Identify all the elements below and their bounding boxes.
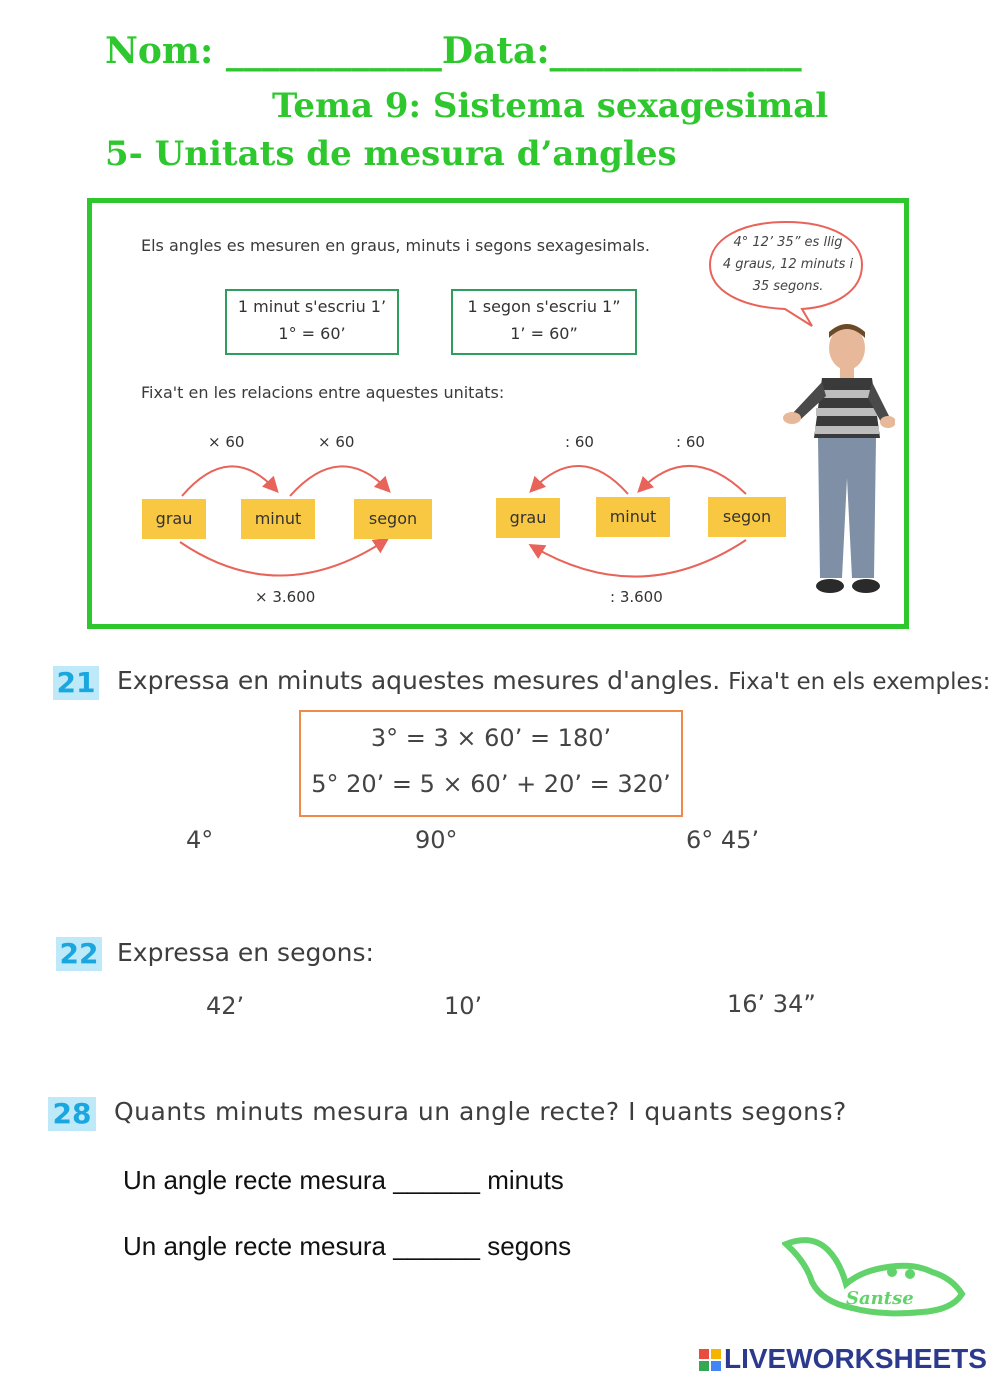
minute-rule-line1: 1 minut s'escriu 1’ bbox=[237, 297, 387, 316]
header-row bbox=[105, 30, 802, 72]
student-figure-icon bbox=[780, 318, 895, 608]
santse-logo-icon bbox=[782, 1232, 966, 1318]
theory-intro: Els angles es mesuren en graus, minuts i segons sexagesimals. bbox=[141, 236, 650, 255]
ex22-item-1: 42’ bbox=[206, 992, 245, 1020]
ex22-item-3: 16’ 34” bbox=[727, 990, 816, 1018]
bubble-line3: 35 segons. bbox=[752, 279, 824, 294]
exercise-28-number: 28 bbox=[48, 1097, 96, 1131]
subtopic-title: 5- Unitats de mesura d’angles bbox=[105, 134, 677, 174]
topic-title: Tema 9: Sistema sexagesimal bbox=[272, 86, 829, 126]
ex21-item-1: 4° bbox=[186, 826, 214, 854]
bubble-text bbox=[717, 232, 859, 298]
exercise-21-number: 21 bbox=[53, 666, 99, 700]
exercise-21-prompt-main: Expressa en minuts aquestes mesures d'angles. bbox=[117, 666, 721, 695]
minute-rule-line2: 1° = 60’ bbox=[278, 324, 346, 343]
liveworksheets-badge-icon bbox=[699, 1349, 721, 1371]
right-bottom-label: : 3.600 bbox=[610, 588, 663, 606]
second-rule-line1: 1 segon s'escriu 1” bbox=[467, 297, 621, 316]
left-chip-grau: grau bbox=[142, 499, 206, 539]
example-line-2: 5° 20’ = 5 × 60’ + 20’ = 320’ bbox=[311, 770, 671, 798]
second-rule-line2: 1’ = 60” bbox=[510, 324, 578, 343]
right-chip-minut: minut bbox=[596, 497, 670, 537]
left-top-label-2: × 60 bbox=[318, 433, 355, 451]
left-top-label-1: × 60 bbox=[208, 433, 245, 451]
minute-rule-box bbox=[225, 289, 399, 355]
left-chip-segon: segon bbox=[354, 499, 432, 539]
example-line-1: 3° = 3 × 60’ = 180’ bbox=[370, 724, 612, 752]
relations-intro: Fixa't en les relacions entre aquestes unitats: bbox=[141, 383, 505, 402]
ex22-item-2: 10’ bbox=[444, 992, 483, 1020]
left-chip-minut: minut bbox=[241, 499, 315, 539]
exercise-22-prompt: Expressa en segons: bbox=[117, 938, 374, 967]
right-top-label-1: : 60 bbox=[565, 433, 594, 451]
liveworksheets-logo[interactable]: LIVEWORKSHEETS bbox=[724, 1343, 987, 1374]
signature-text: Santse bbox=[846, 1288, 914, 1309]
bubble-line1: 4° 12’ 35” es llig bbox=[733, 235, 843, 250]
exercise-21-prompt-suffix: Fixa't en els exemples: bbox=[728, 669, 991, 695]
ex21-item-2: 90° bbox=[415, 826, 458, 854]
answer-seconds-line[interactable]: Un angle recte mesura ______ segons bbox=[123, 1231, 572, 1261]
exercise-22-number: 22 bbox=[56, 937, 102, 971]
second-rule-box bbox=[451, 289, 637, 355]
example-box bbox=[299, 710, 683, 817]
date-label: Data:______________ bbox=[441, 30, 802, 72]
answer-minutes-line[interactable]: Un angle recte mesura ______ minuts bbox=[123, 1165, 564, 1195]
ex21-item-3: 6° 45’ bbox=[686, 826, 760, 854]
exercise-21-prompt bbox=[117, 666, 990, 695]
right-chip-segon: segon bbox=[708, 497, 786, 537]
right-top-label-2: : 60 bbox=[676, 433, 705, 451]
left-bottom-label: × 3.600 bbox=[255, 588, 316, 606]
name-label: Nom: ____________ bbox=[105, 30, 442, 72]
right-chip-grau: grau bbox=[496, 498, 560, 538]
bubble-line2: 4 graus, 12 minuts i bbox=[722, 257, 854, 272]
exercise-28-prompt: Quants minuts mesura un angle recte? I quants segons? bbox=[114, 1097, 847, 1126]
